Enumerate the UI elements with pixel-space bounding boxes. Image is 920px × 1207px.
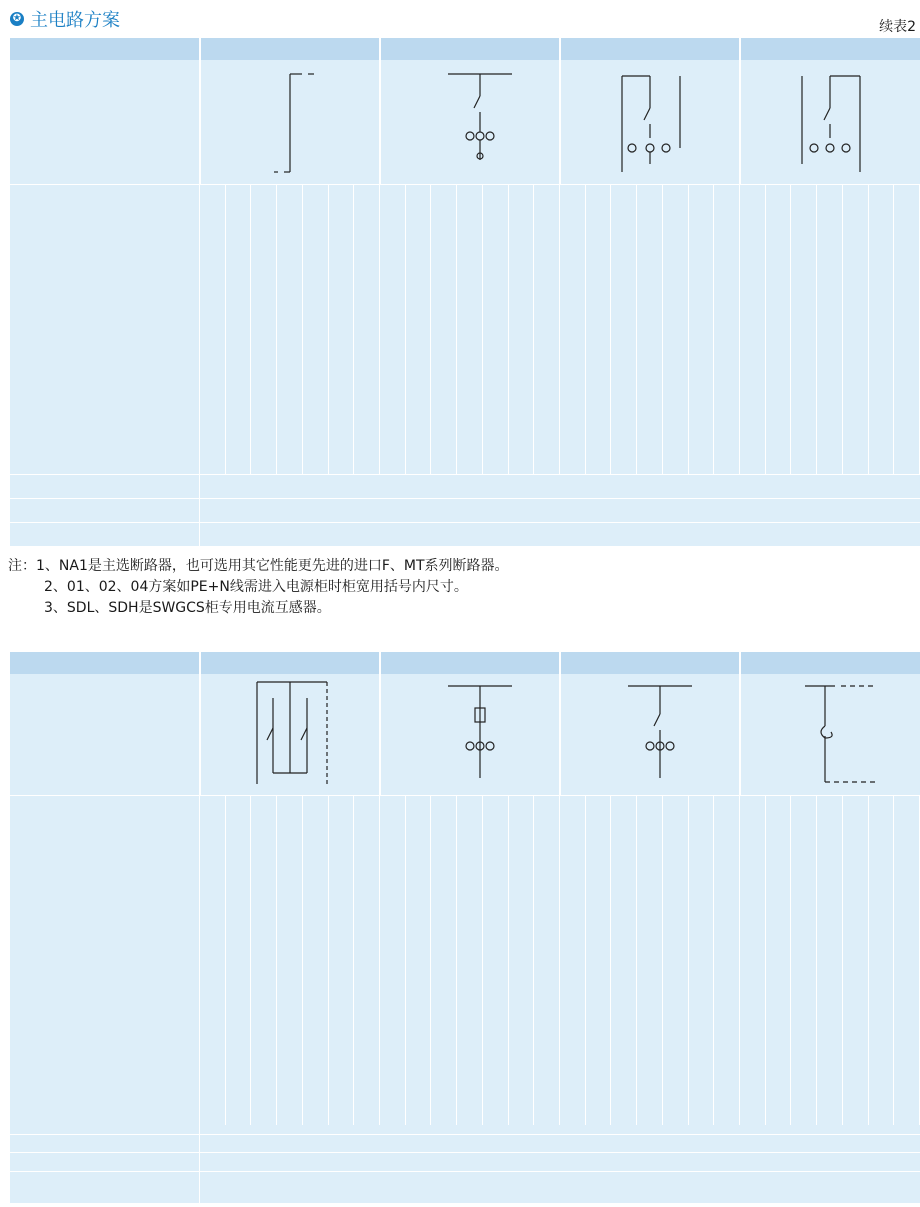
note-3: 3、SDL、SDH是SWGCS柜专用电流互感器。 xyxy=(44,600,331,616)
row-divider xyxy=(10,1171,920,1172)
sub-divider xyxy=(662,184,663,474)
sub-divider xyxy=(610,795,611,1125)
sub-divider xyxy=(302,795,303,1125)
column-divider xyxy=(739,652,741,795)
row-divider xyxy=(10,522,920,523)
sub-divider xyxy=(508,184,509,474)
column-divider xyxy=(199,38,201,184)
row-divider xyxy=(10,498,920,499)
sub-divider xyxy=(250,795,251,1125)
sub-divider xyxy=(739,184,740,474)
sub-divider xyxy=(790,795,791,1125)
column-divider xyxy=(379,652,381,795)
sub-divider xyxy=(585,184,586,474)
row-divider xyxy=(10,1134,920,1135)
sub-divider xyxy=(739,795,740,1125)
sub-divider xyxy=(353,184,354,474)
sub-divider xyxy=(765,184,766,474)
sub-divider xyxy=(816,184,817,474)
sub-divider xyxy=(250,184,251,474)
column-divider xyxy=(559,652,561,795)
circuit-diagram-11 xyxy=(620,678,700,788)
sub-divider xyxy=(585,795,586,1125)
sub-divider xyxy=(790,184,791,474)
header-row xyxy=(10,652,920,674)
sub-divider xyxy=(842,184,843,474)
circuit-diagram-06 xyxy=(440,68,520,178)
sub-divider xyxy=(533,795,534,1125)
circuit-diagram-05 xyxy=(260,68,340,178)
sub-divider xyxy=(868,184,869,474)
label-divider xyxy=(199,184,200,546)
note-1: 注：1、NA1是主选断路器，也可选用其它性能更先进的进口F、MT系列断路器。 xyxy=(8,558,509,574)
sub-divider xyxy=(482,795,483,1125)
sub-divider xyxy=(713,184,714,474)
notes xyxy=(8,556,509,619)
sub-divider xyxy=(559,795,560,1125)
scheme-table-2 xyxy=(10,652,920,1203)
column-divider xyxy=(739,38,741,184)
row-divider xyxy=(10,184,920,185)
row-divider xyxy=(10,795,920,796)
sub-divider xyxy=(379,184,380,474)
circuit-diagram-10 xyxy=(440,678,520,788)
row-divider xyxy=(10,1152,920,1153)
column-divider xyxy=(199,652,201,795)
sub-divider xyxy=(816,795,817,1125)
sub-divider xyxy=(276,795,277,1125)
sub-divider xyxy=(430,184,431,474)
sub-divider xyxy=(225,184,226,474)
sub-divider xyxy=(533,184,534,474)
sub-divider xyxy=(379,795,380,1125)
sub-divider xyxy=(713,795,714,1125)
sub-divider xyxy=(868,795,869,1125)
sub-divider xyxy=(430,795,431,1125)
sub-divider xyxy=(405,184,406,474)
sub-divider xyxy=(353,795,354,1125)
note-2: 2、01、02、04方案如PE+N线需进入电源柜时柜宽用括号内尺寸。 xyxy=(44,579,468,595)
header-row xyxy=(10,38,920,60)
sub-divider xyxy=(276,184,277,474)
sub-divider xyxy=(636,795,637,1125)
circuit-diagram-08 xyxy=(790,68,870,178)
sub-divider xyxy=(893,795,894,1125)
sub-divider xyxy=(842,795,843,1125)
sub-divider xyxy=(610,184,611,474)
sub-divider xyxy=(456,795,457,1125)
sub-divider xyxy=(328,795,329,1125)
continued-label: 续表2 xyxy=(879,19,916,35)
sub-divider xyxy=(636,184,637,474)
sub-divider xyxy=(559,184,560,474)
label-divider xyxy=(199,795,200,1203)
sub-divider xyxy=(662,795,663,1125)
sub-divider xyxy=(456,184,457,474)
sub-divider xyxy=(482,184,483,474)
column-divider xyxy=(559,38,561,184)
sub-divider xyxy=(225,795,226,1125)
row-divider xyxy=(10,474,920,475)
sub-divider xyxy=(405,795,406,1125)
section-title xyxy=(10,6,120,32)
sub-divider xyxy=(688,795,689,1125)
sub-divider xyxy=(302,184,303,474)
sub-divider xyxy=(508,795,509,1125)
section-title-text: 主电路方案 xyxy=(30,10,120,31)
circuit-diagram-09 xyxy=(245,678,335,793)
sub-divider xyxy=(688,184,689,474)
circuit-diagram-12 xyxy=(795,678,885,788)
column-divider xyxy=(379,38,381,184)
scheme-table-1 xyxy=(10,38,920,546)
sub-divider xyxy=(328,184,329,474)
sub-divider xyxy=(893,184,894,474)
star-icon: ✪ xyxy=(10,12,24,26)
sub-divider xyxy=(765,795,766,1125)
circuit-diagram-07 xyxy=(610,68,690,178)
